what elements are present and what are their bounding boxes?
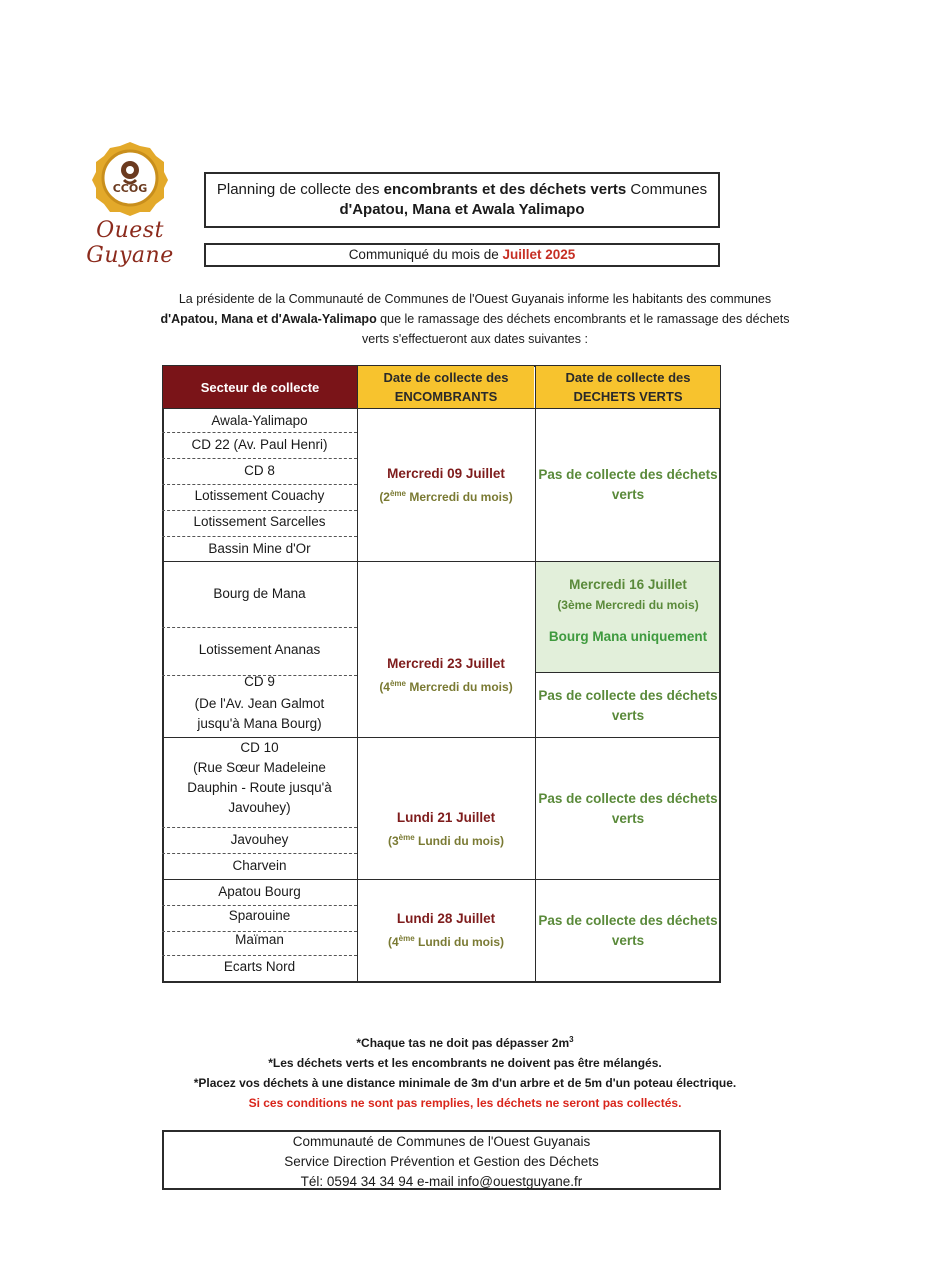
verts-text-line1: Pas de collecte des déchets <box>538 913 718 928</box>
encombrants-date-cell <box>358 654 534 697</box>
ccog-badge-text: CCOG <box>112 182 148 195</box>
note-2: *Les déchets verts et les encombrants ne doivent pas être mélangés. <box>268 1056 662 1070</box>
header-verts-line2: DECHETS VERTS <box>573 389 683 404</box>
encombrants-subtitle: (4ème Mercredi du mois) <box>379 679 513 694</box>
verts-special-cell <box>536 575 720 647</box>
verts-text-line2: verts <box>611 933 645 948</box>
communique-prefix: Communiqué du mois de <box>348 247 503 262</box>
header-encombrants-line2: ENCOMBRANTS <box>394 389 498 404</box>
note-3: *Placez vos déchets à une distance minimale de 3m d'un arbre et de 5m d'un poteau électrique. <box>193 1076 737 1090</box>
header-verts-line1: Date de collecte des <box>565 370 691 385</box>
header-encombrants <box>358 366 534 408</box>
sector-cell: Awala-Yalimapo <box>211 413 308 428</box>
sector-cell: Bassin Mine d'Or <box>208 541 311 556</box>
encombrants-date-cell <box>358 808 534 851</box>
verts-text-line1: Pas de collecte des déchets <box>538 467 718 482</box>
sector-cell: Sparouine <box>228 908 291 923</box>
ccog-logo <box>60 140 200 268</box>
verts-text-line2: verts <box>611 487 645 502</box>
footer-line-3: Tél: 0594 34 34 94 e-mail info@ouestguyane.fr <box>300 1174 583 1189</box>
sector-cell: Javouhey) <box>228 800 291 815</box>
sector-cell: CD 10 <box>240 740 279 755</box>
verts-text-line2: verts <box>611 811 645 826</box>
footer-line-2: Service Direction Prévention et Gestion des Déchets <box>284 1154 599 1169</box>
encombrants-date-cell <box>358 464 534 507</box>
sector-cell: Lotissement Ananas <box>198 642 321 657</box>
collection-table <box>162 365 721 983</box>
sector-cell: (De l'Av. Jean Galmot <box>194 696 325 711</box>
verts-special-note: Bourg Mana uniquement <box>548 629 708 644</box>
sector-cell: CD 8 <box>244 463 275 478</box>
verts-text-line1: Pas de collecte des déchets <box>538 791 718 806</box>
encombrants-subtitle: (2ème Mercredi du mois) <box>379 489 513 504</box>
sector-cell: Lotissement Sarcelles <box>193 514 326 529</box>
header-encombrants-line1: Date de collecte des <box>383 370 509 385</box>
sector-cell: Lotissement Couachy <box>194 488 325 503</box>
title-part2: encombrants et des déchets verts <box>383 181 627 198</box>
sector-cell: Maïman <box>235 932 284 947</box>
sector-cell: Dauphin - Route jusqu'à <box>187 780 332 795</box>
intro-text-c: que le ramassage des déchets encombrants et le ramassage des déchets verts s'effectueront aux dates suivantes : <box>362 312 790 346</box>
verts-cell <box>536 686 720 726</box>
notes-block <box>140 1030 790 1113</box>
sector-cell: Bourg de Mana <box>213 586 306 601</box>
verts-cell <box>536 911 720 951</box>
sector-cell: jusqu'à Mana Bourg) <box>197 716 322 731</box>
brand-name: Ouest Guyane <box>86 218 174 268</box>
encombrants-subtitle: (3ème Lundi du mois) <box>387 833 504 848</box>
encombrants-date-cell <box>358 909 534 952</box>
intro-text-a: La présidente de la Communauté de Communes de l'Ouest Guyanais informe les habitants des communes <box>178 292 772 306</box>
sector-cell: Charvein <box>232 858 287 873</box>
sector-cell: CD 9 <box>244 674 275 689</box>
note-warning: Si ces conditions ne sont pas remplies, les déchets ne seront pas collectés. <box>248 1096 682 1110</box>
sector-cell: CD 22 (Av. Paul Henri) <box>191 437 328 452</box>
sector-cell: Javouhey <box>230 832 289 847</box>
encombrants-subtitle: (4ème Lundi du mois) <box>387 934 504 949</box>
header-secteur: Secteur de collecte <box>163 366 357 408</box>
intro-text-communes: d'Apatou, Mana et d'Awala-Yalimapo <box>160 312 377 326</box>
footer-contact-box <box>162 1130 721 1190</box>
verts-special-sub: (3ème Mercredi du mois) <box>557 598 699 612</box>
verts-text-line2: verts <box>611 708 645 723</box>
header-dechets-verts <box>536 366 720 408</box>
encombrants-date: Lundi 21 Juillet <box>396 810 496 825</box>
communique-box <box>204 243 720 267</box>
verts-special-date: Mercredi 16 Juillet <box>569 577 687 592</box>
title-part1: Planning de collecte des <box>216 181 384 198</box>
title-part3: Communes <box>626 181 708 198</box>
sector-cell: (Rue Sœur Madeleine <box>193 760 326 775</box>
intro-paragraph <box>160 289 790 349</box>
communique-month: Juillet 2025 <box>502 247 576 262</box>
page-title <box>204 172 720 228</box>
title-line2: d'Apatou, Mana et Awala Yalimapo <box>339 201 585 218</box>
note-1: *Chaque tas ne doit pas dépasser $2m^3$ <box>356 1035 574 1050</box>
verts-cell <box>536 789 720 829</box>
verts-text-line1: Pas de collecte des déchets <box>538 688 718 703</box>
encombrants-date: Lundi 28 Juillet <box>396 911 496 926</box>
sector-cell: Apatou Bourg <box>218 884 301 899</box>
sector-cell: Ecarts Nord <box>223 959 296 974</box>
verts-cell <box>536 465 720 505</box>
encombrants-date: Mercredi 09 Juillet <box>387 466 505 481</box>
footer-line-1: Communauté de Communes de l'Ouest Guyanais <box>292 1134 591 1149</box>
encombrants-date: Mercredi 23 Juillet <box>387 656 505 671</box>
